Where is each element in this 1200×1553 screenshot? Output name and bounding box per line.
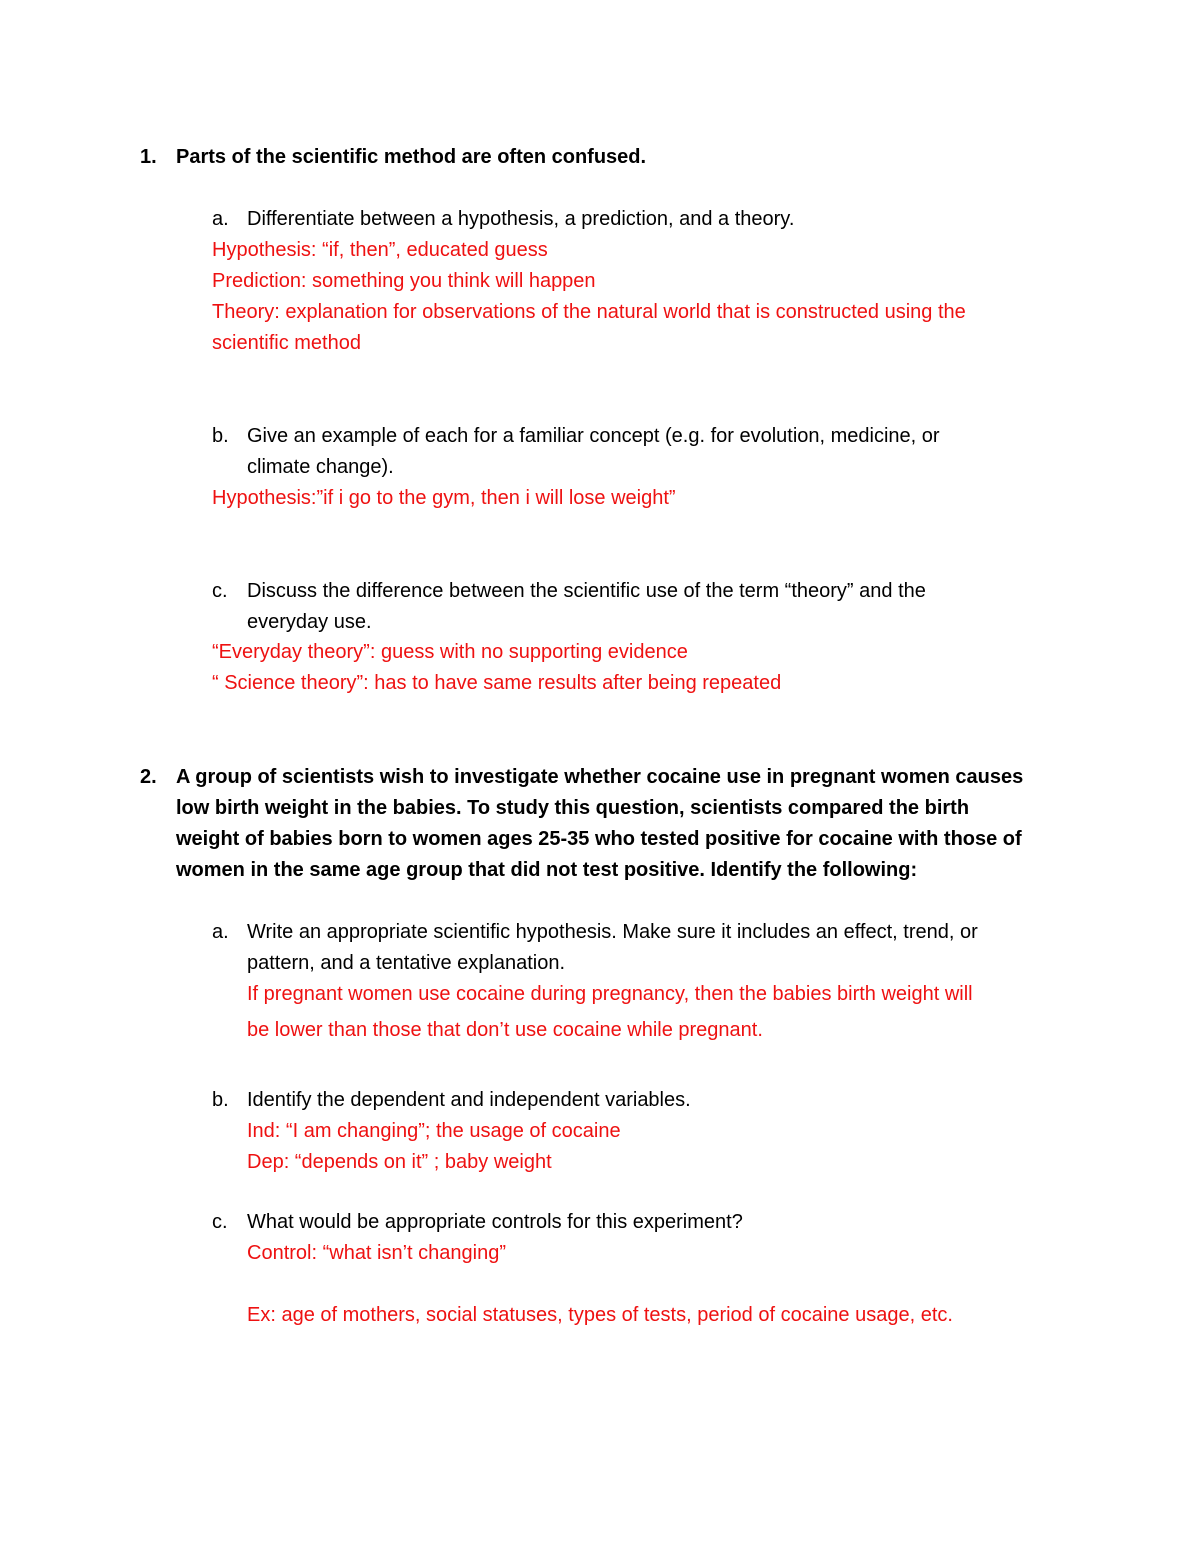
q2a-letter: a. <box>212 921 229 943</box>
q2-title-line-1: A group of scientists wish to investigate whether cocaine use in pregnant women causes <box>176 766 1024 788</box>
q1c-prompt-line-1: Discuss the difference between the scientific use of the term “theory” and the <box>247 580 926 602</box>
q1c-prompt-line-2: everyday use. <box>247 611 372 633</box>
q1b-prompt-line-1: Give an example of each for a familiar concept (e.g. for evolution, medicine, or <box>247 425 940 447</box>
q2a-prompt-line-1: Write an appropriate scientific hypothesis. Make sure it includes an effect, trend, or <box>247 921 978 943</box>
q1a-prompt: Differentiate between a hypothesis, a prediction, and a theory. <box>247 208 795 230</box>
q1a-letter: a. <box>212 208 229 230</box>
q2c-answer-control: Control: “what isn’t changing” <box>247 1242 507 1264</box>
q1a-answer-theory-cont: scientific method <box>212 332 361 354</box>
q1a-answer-prediction: Prediction: something you think will happen <box>212 270 596 292</box>
q1a-answer-hypothesis: Hypothesis: “if, then”, educated guess <box>212 239 548 261</box>
q2b-answer-independent: Ind: “I am changing”; the usage of cocaine <box>247 1120 621 1142</box>
q2b-letter: b. <box>212 1089 229 1111</box>
q1-number: 1. <box>140 146 157 168</box>
q2a-answer-line-1: If pregnant women use cocaine during pregnancy, then the babies birth weight will <box>247 983 973 1005</box>
q2c-prompt: What would be appropriate controls for this experiment? <box>247 1211 743 1233</box>
q2a-prompt-line-2: pattern, and a tentative explanation. <box>247 952 566 974</box>
q1b-letter: b. <box>212 425 229 447</box>
q1-title: Parts of the scientific method are often confused. <box>176 146 647 168</box>
q2b-prompt: Identify the dependent and independent variables. <box>247 1089 691 1111</box>
q2-title-line-3: weight of babies born to women ages 25-35 who tested positive for cocaine with those of <box>176 828 1022 850</box>
q2-number: 2. <box>140 766 157 788</box>
q1b-prompt-line-2: climate change). <box>247 456 394 478</box>
q1c-answer-science: “ Science theory”: has to have same results after being repeated <box>212 672 782 694</box>
q1c-answer-everyday: “Everyday theory”: guess with no supporting evidence <box>212 641 688 663</box>
q1c-letter: c. <box>212 580 228 602</box>
q2b-answer-dependent: Dep: “depends on it” ; baby weight <box>247 1151 552 1173</box>
q1b-answer: Hypothesis:”if i go to the gym, then i will lose weight” <box>212 487 676 509</box>
q2c-answer-examples: Ex: age of mothers, social statuses, types of tests, period of cocaine usage, etc. <box>247 1304 953 1326</box>
q2a-answer-line-2: be lower than those that don’t use cocaine while pregnant. <box>247 1019 763 1041</box>
q2c-letter: c. <box>212 1211 228 1233</box>
q2-title-line-2: low birth weight in the babies. To study this question, scientists compared the birth <box>176 797 970 819</box>
q1a-answer-theory: Theory: explanation for observations of the natural world that is constructed using the <box>212 301 966 323</box>
q2-title-line-4: women in the same age group that did not test positive. Identify the following: <box>176 859 918 881</box>
